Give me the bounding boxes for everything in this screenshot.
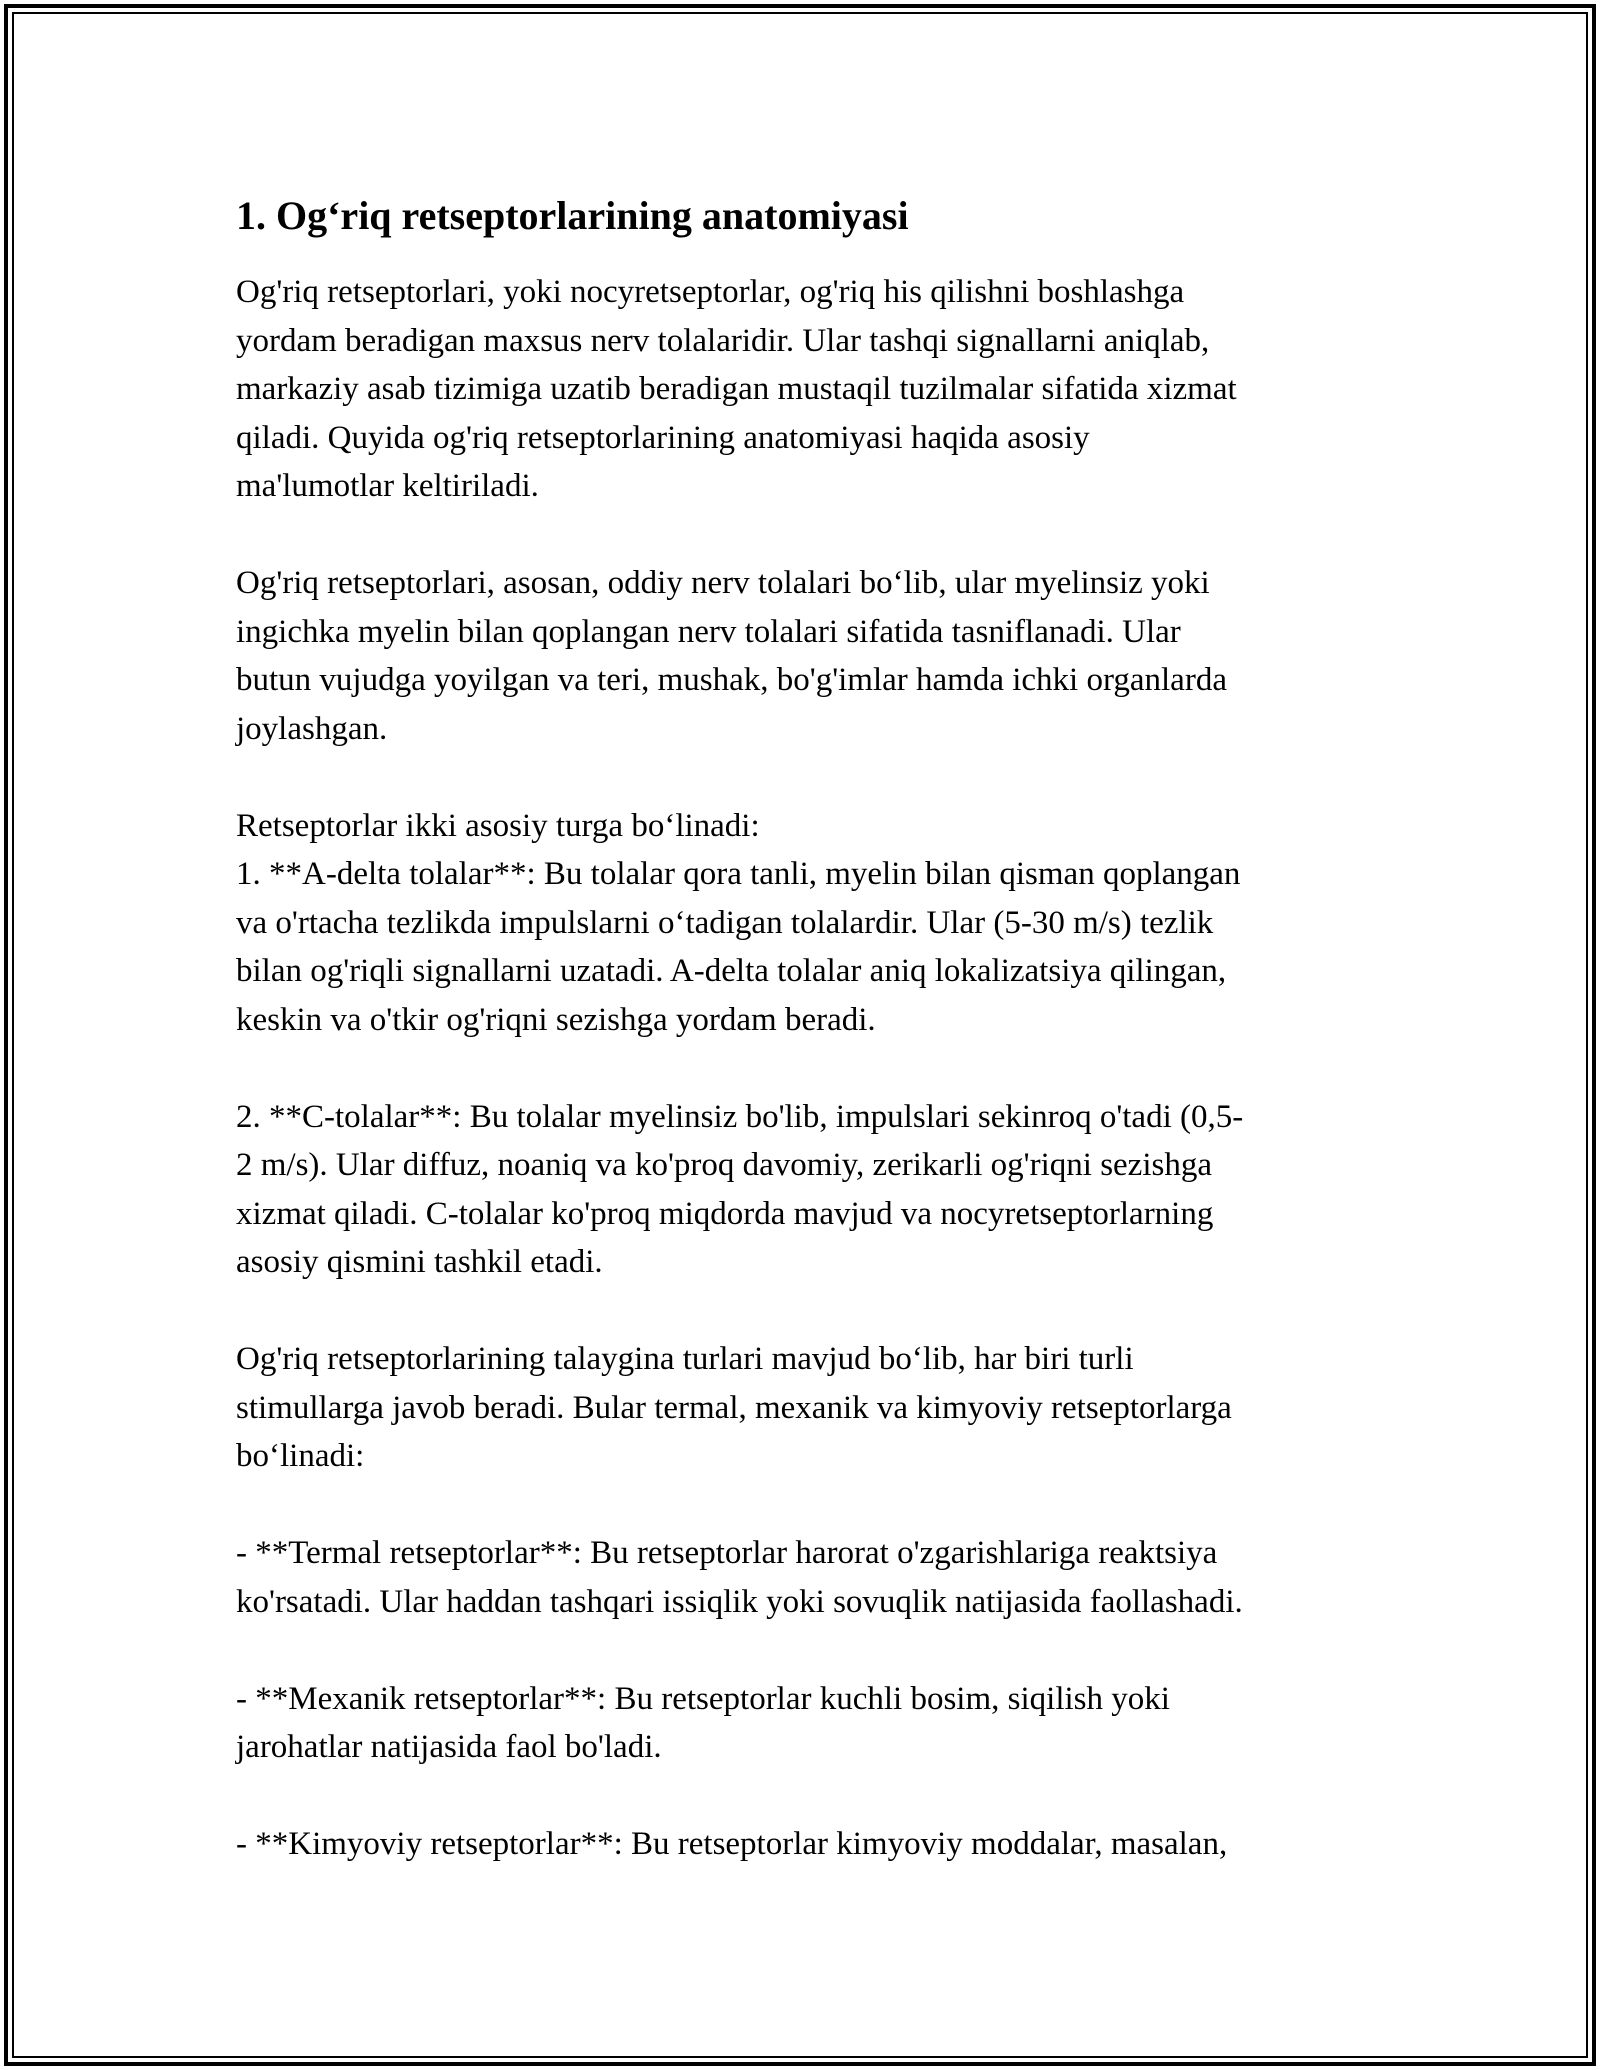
section-body: Og'riq retseptorlari, yoki nocyretseptorlar, og'riq his qilishni boshlashga yordam beradigan maxsus nerv tolalaridir. Ular tashqi signallarni aniqlab, markaziy asab tizimiga uzatib beradigan mustaqil tuzilmalar sifatida xizmat qiladi. Quyida og'riq retseptorlarining anatomiyasi haqida asosiy ma'lumotlar keltiriladi. Og'riq retseptorlari, asosan, oddiy nerv tolalari bo‘lib, ular myelinsiz yoki ingichka myelin bilan qoplangan nerv tolalari sifatida tasniflanadi. Ular butun vujudga yoyilgan va teri, mushak, bo'g'imlar hamda ichki organlarda joylashgan. Retseptorlar ikki asosiy turga bo‘linadi: 1. **A-delta tolalar**: Bu tolalar qora tanli, myelin bilan qisman qoplangan va o'rtacha tezlikda impulslarni o‘tadigan tolalardir. Ular (5-30 m/s) tezlik bilan og'riqli signallarni uzatadi. A-delta tolalar aniq lokalizatsiya qilingan, keskin va o'tkir og'riqni sezishga yordam beradi. 2. **C-tolalar**: Bu tolalar myelinsiz bo'lib, impulslari sekinroq o'tadi (0,5- 2 m/s). Ular diffuz, noaniq va ko'proq davomiy, zerikarli og'riqni sezishga xizmat qiladi. C-tolalar ko'proq miqdorda mavjud va nocyretseptorlarning asosiy qismini tashkil etadi. Og'riq retseptorlarining talaygina turlari mavjud bo‘lib, har biri turli stimullarga javob beradi. Bular termal, mexanik va kimyoviy retseptorlarga bo‘linadi: - **Termal retseptorlar**: Bu retseptorlar harorat o'zgarishlariga reaktsiya ko'rsatadi. Ular haddan tashqari issiqlik yoki sovuqlik natijasida faollashadi. - **Mexanik retseptorlar**: Bu retseptorlar kuchli bosim, siqilish yoki jarohatlar natijasida faol bo'ladi. - **Kimyoviy retseptorlar**: Bu retseptorlar kimyoviy moddalar, masalan, <box>236 274 1244 1862</box>
document-content <box>236 186 1366 1869</box>
section-heading: 1. Og‘riq retseptorlarining anatomiyasi <box>236 193 909 238</box>
